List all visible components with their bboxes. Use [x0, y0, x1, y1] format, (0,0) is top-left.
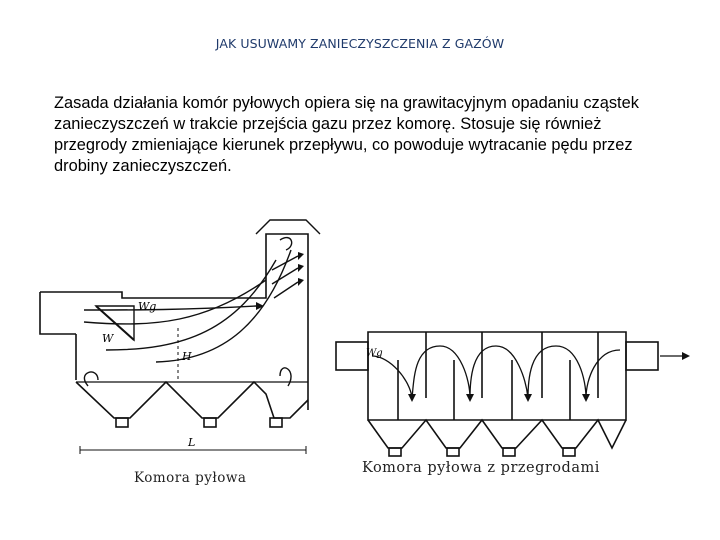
figure1-caption: Komora pyłowa [134, 470, 247, 486]
figure2-caption: Komora pyłowa z przegrodami [362, 460, 600, 476]
label-w: W [102, 332, 114, 345]
hopper-outlet-1 [116, 418, 128, 427]
slide-title: JAK USUWAMY ZANIECZYSZCZENIA Z GAZÓW [215, 36, 505, 51]
dust-chamber-diagram [36, 210, 336, 500]
outlet [626, 342, 658, 370]
hoppers [76, 382, 308, 418]
label-wg: Wg [138, 300, 157, 313]
label-wg: Wg [366, 348, 383, 359]
hopper-outlet-3 [270, 418, 282, 427]
inlet [336, 342, 368, 370]
chamber-body [368, 332, 626, 420]
chamber-outline-top [40, 234, 308, 410]
label-l: L [188, 436, 196, 449]
inlet-duct [40, 292, 76, 334]
label-h: H [182, 350, 192, 363]
hopper-outlet-2 [204, 418, 216, 427]
body-paragraph: Zasada działania komór pyłowych opiera się na grawitacyjnym opadaniu cząstek zanieczyszczeń w trakcie przejścia gazu przez komorę. Stosuje się również przegrody zmieniające kierunek przepływu, co powoduje wytracanie pędu przez drobiny zanieczyszczeń. [54, 94, 639, 175]
